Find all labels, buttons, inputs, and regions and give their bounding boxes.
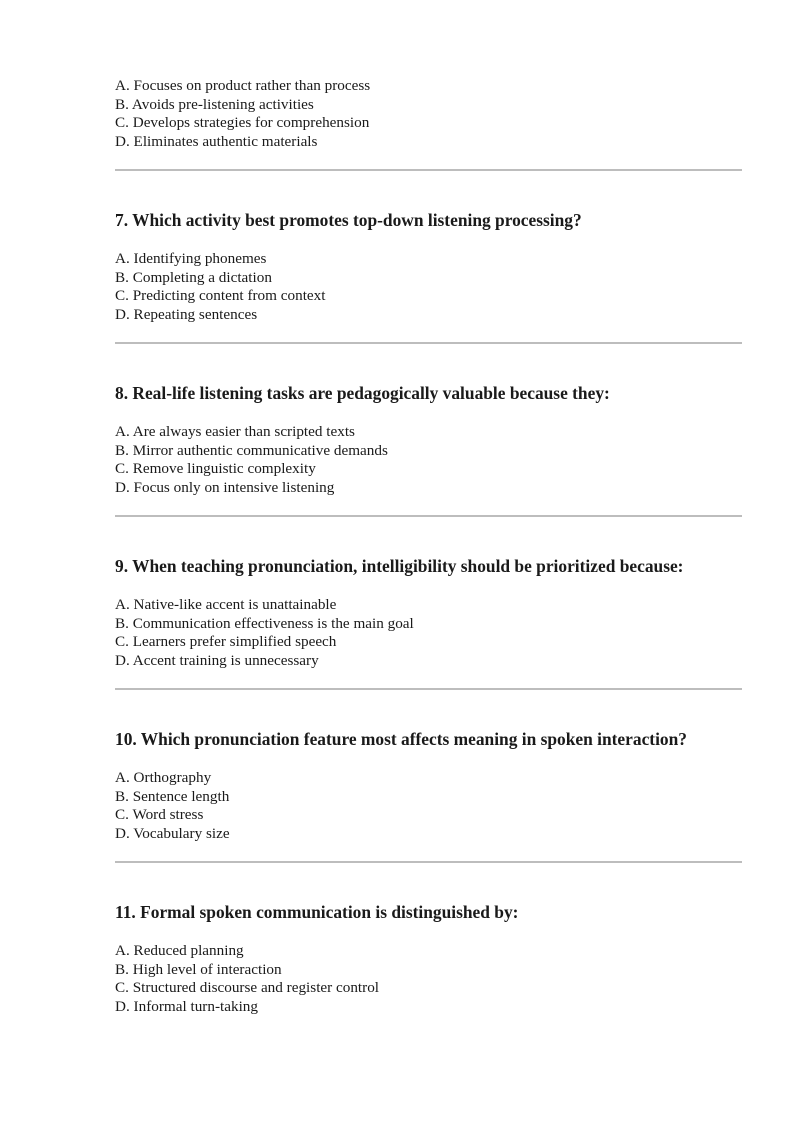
answer-option: A. Are always easier than scripted texts xyxy=(115,423,355,440)
answer-option: B. Sentence length xyxy=(115,787,230,805)
option-list xyxy=(115,942,379,1016)
answer-option: B. Communication effectiveness is the main goal xyxy=(115,614,414,632)
answer-option: C. Learners prefer simplified speech xyxy=(115,633,337,651)
option-list xyxy=(115,423,388,497)
question-heading: 7. Which activity best promotes top-down listening processing? xyxy=(115,210,582,230)
answer-option: D. Repeating sentences xyxy=(115,305,258,323)
option-list xyxy=(115,769,230,843)
option-list xyxy=(115,77,370,151)
answer-option: A. Orthography xyxy=(115,769,212,786)
answer-option: C. Structured discourse and register control xyxy=(115,979,380,997)
answer-option: A. Native-like accent is unattainable xyxy=(115,596,337,613)
answer-option: D. Informal turn-taking xyxy=(115,997,258,1015)
answer-option: D. Accent training is unnecessary xyxy=(115,651,319,669)
answer-option: C. Remove linguistic complexity xyxy=(115,460,316,478)
question-heading: 8. Real-life listening tasks are pedagogically valuable because they: xyxy=(115,383,610,403)
answer-option: A. Identifying phonemes xyxy=(115,250,267,267)
option-list xyxy=(115,250,325,324)
answer-option: B. Avoids pre-listening activities xyxy=(115,95,314,113)
section-divider xyxy=(115,688,742,690)
answer-option: D. Eliminates authentic materials xyxy=(115,132,318,150)
answer-option: A. Focuses on product rather than process xyxy=(115,77,371,94)
option-list xyxy=(115,596,414,670)
answer-option: D. Vocabulary size xyxy=(115,824,230,842)
question-heading: 10. Which pronunciation feature most affects meaning in spoken interaction? xyxy=(115,729,687,749)
answer-option: C. Predicting content from context xyxy=(115,287,326,305)
question-heading: 9. When teaching pronunciation, intelligibility should be prioritized because: xyxy=(115,556,684,576)
section-divider xyxy=(115,169,742,171)
answer-option: C. Word stress xyxy=(115,806,204,824)
answer-option: B. High level of interaction xyxy=(115,960,282,978)
answer-option: D. Focus only on intensive listening xyxy=(115,478,335,496)
section-divider xyxy=(115,342,742,344)
answer-option: C. Develops strategies for comprehension xyxy=(115,114,370,132)
answer-option: B. Mirror authentic communicative demands xyxy=(115,441,388,459)
section-divider xyxy=(115,861,742,863)
answer-option: B. Completing a dictation xyxy=(115,268,272,286)
question-heading: 11. Formal spoken communication is distinguished by: xyxy=(115,902,519,922)
answer-option: A. Reduced planning xyxy=(115,942,244,959)
section-divider xyxy=(115,515,742,517)
